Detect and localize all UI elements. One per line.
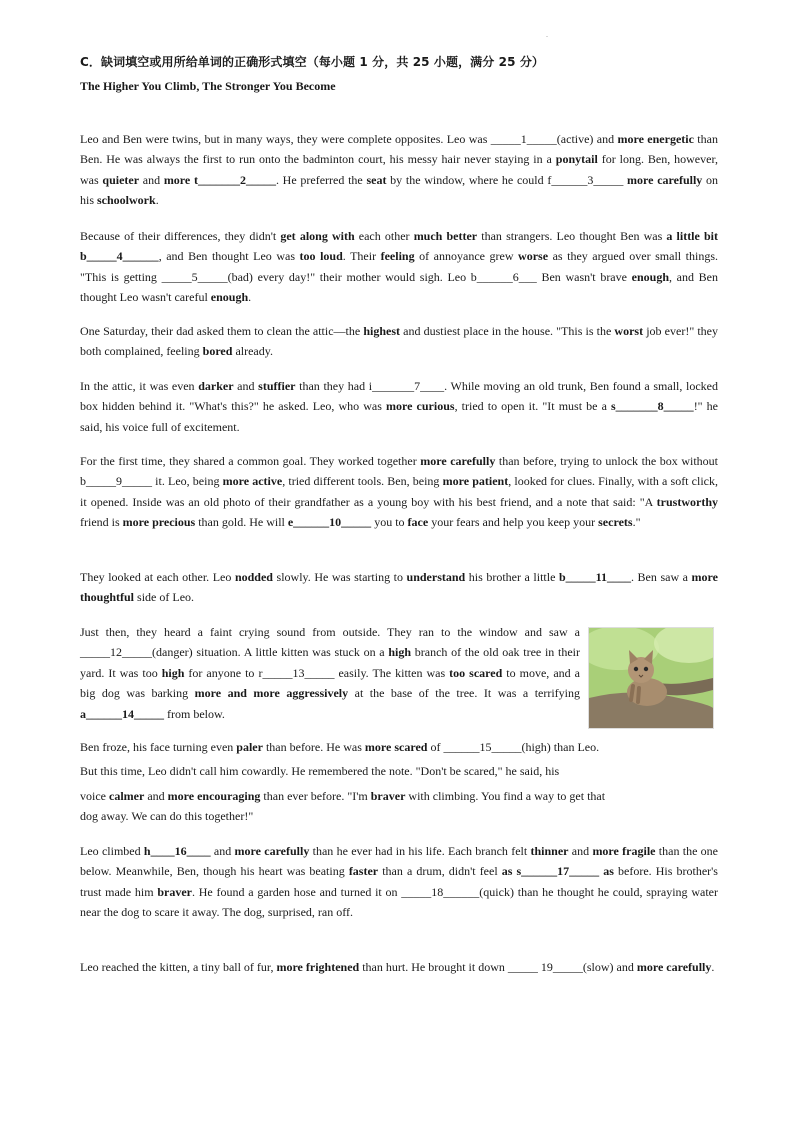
passage-title: The Higher You Climb, The Stronger You Become bbox=[80, 79, 336, 93]
bold-phrase: more and more aggressively bbox=[194, 686, 349, 701]
line-1 bbox=[80, 737, 730, 757]
text-run: , tried different tools. Ben, being bbox=[282, 474, 443, 489]
bold-phrase: nodded bbox=[234, 570, 273, 584]
text-run: on his bbox=[80, 172, 722, 208]
bold-phrase: b_____11____ bbox=[558, 570, 631, 584]
paragraph-6 bbox=[80, 567, 721, 608]
paragraph-1 bbox=[80, 129, 722, 211]
text-run: his brother a little bbox=[465, 570, 559, 584]
text-run: Because of their differences, they didn't bbox=[80, 229, 281, 243]
bold-phrase: calmer bbox=[109, 789, 145, 803]
line-4 bbox=[80, 806, 730, 826]
bold-phrase: more patient bbox=[442, 474, 509, 489]
bold-phrase: highest bbox=[363, 324, 401, 338]
text-run: voice bbox=[80, 789, 109, 803]
bold-phrase: braver bbox=[370, 789, 406, 803]
paragraph-9 bbox=[80, 957, 718, 977]
text-run: job ever!" they both complained, feeling bbox=[80, 324, 721, 359]
bold-phrase: e______10_____ bbox=[287, 515, 372, 530]
text-run: For the first time, they shared a common goal. They worked together bbox=[80, 454, 421, 468]
text-run: side of Leo. bbox=[134, 590, 195, 605]
text-run: and bbox=[210, 844, 235, 858]
bold-phrase: trustworthy bbox=[656, 494, 718, 509]
bold-phrase: more scared bbox=[364, 740, 428, 754]
bold-phrase: too loud bbox=[299, 249, 343, 264]
text-run: , and Ben thought Leo was bbox=[158, 249, 300, 264]
text-run: already. bbox=[232, 344, 273, 359]
text-run: Leo climbed bbox=[80, 844, 144, 858]
bold-phrase: more carefully bbox=[636, 960, 712, 974]
text-run: dog away. We can do this together!" bbox=[80, 809, 254, 823]
bold-phrase: enough bbox=[210, 290, 249, 305]
text-run: . Ben saw a bbox=[631, 570, 692, 584]
text-run: Leo and Ben were twins, but in many ways, they were complete opposites. Leo was _____1_____(active) and bbox=[80, 132, 618, 146]
text-run: of annoyance grew bbox=[414, 249, 519, 264]
text-run: you to bbox=[371, 515, 408, 530]
text-run: of ______15_____(high) than Leo. bbox=[427, 740, 600, 754]
text-run: from below. bbox=[164, 706, 225, 721]
text-run: and bbox=[139, 172, 164, 187]
text-run: Ben froze, his face turning even bbox=[80, 740, 237, 754]
bold-phrase: more encouraging bbox=[167, 789, 261, 803]
bold-phrase: more energetic bbox=[617, 132, 694, 146]
text-run: . Their bbox=[342, 249, 381, 264]
paragraph-7 bbox=[80, 622, 584, 724]
text-run: branch of the old oak tree in their yard. It was too bbox=[80, 645, 583, 680]
bold-phrase: worst bbox=[614, 324, 644, 338]
text-run: ." bbox=[632, 515, 641, 530]
bold-phrase: thinner bbox=[530, 844, 569, 858]
kitten-photo bbox=[588, 627, 714, 729]
bold-phrase: secrets bbox=[598, 515, 633, 530]
text-run: than before. He was bbox=[262, 740, 365, 754]
bold-phrase: schoolwork bbox=[97, 193, 156, 208]
kitten-illustration bbox=[589, 628, 713, 728]
bold-phrase: too scared bbox=[449, 665, 503, 680]
bold-phrase: more t_______2_____ bbox=[163, 172, 276, 187]
bold-phrase: faster bbox=[348, 864, 379, 879]
bold-phrase: ponytail bbox=[555, 152, 598, 167]
text-run: . bbox=[155, 193, 159, 208]
text-run: But this time, Leo didn't call him cowardly. He remembered the note. "Don't be scared," he said, his bbox=[80, 764, 560, 778]
bold-phrase: quieter bbox=[102, 172, 140, 187]
text-run: than before, trying to unlock the box without b_____9_____ it. Leo, being bbox=[80, 454, 721, 489]
text-run: for anyone to r_____13_____ easily. The kitten was bbox=[184, 665, 450, 680]
bold-phrase: bored bbox=[202, 344, 233, 359]
text-run: your fears and help you keep your bbox=[428, 515, 599, 530]
text-run: with climbing. You find a way to get that bbox=[405, 789, 606, 803]
bold-phrase: face bbox=[407, 515, 429, 530]
bold-phrase: more carefully bbox=[234, 844, 310, 858]
paragraph-4 bbox=[80, 376, 722, 437]
text-run: and bbox=[568, 844, 593, 858]
text-run: before. His brother's trust made him bbox=[80, 864, 721, 899]
line-3 bbox=[80, 786, 730, 806]
bold-phrase: understand bbox=[406, 570, 466, 584]
bold-phrase: more active bbox=[222, 474, 283, 489]
bold-phrase: seat bbox=[366, 172, 387, 187]
text-run: friend is bbox=[80, 494, 721, 530]
text-run: , tried to open it. "It must be a bbox=[454, 399, 612, 414]
text-run: each other bbox=[354, 229, 414, 243]
text-run: . bbox=[248, 290, 252, 305]
text-run: at the base of the tree. It was a terrifying bbox=[348, 686, 584, 701]
text-run: , and Ben thought Leo wasn't careful bbox=[80, 269, 722, 305]
paragraph-5 bbox=[80, 451, 722, 533]
line-2 bbox=[80, 761, 730, 781]
text-run: and bbox=[233, 379, 259, 393]
bold-phrase: h____16____ bbox=[143, 844, 211, 858]
bold-phrase: more precious bbox=[122, 515, 196, 530]
bold-phrase: more carefully bbox=[420, 454, 496, 468]
bold-phrase: worse bbox=[518, 249, 549, 264]
text-run: than a drum, didn't feel bbox=[378, 864, 502, 879]
corner-mark: . bbox=[546, 30, 548, 39]
text-run: and bbox=[144, 789, 168, 803]
text-run: . He found a garden hose and turned it on _____18______(quick) than he thought he could, spraying water near the dog to scare it away. The dog, surprised, ran off. bbox=[80, 884, 721, 920]
text-run: to move, and a big dog was barking bbox=[80, 665, 583, 701]
bold-phrase: darker bbox=[198, 379, 234, 393]
text-run: than gold. He will bbox=[195, 515, 288, 530]
bold-phrase: feeling bbox=[380, 249, 415, 264]
bold-phrase: high bbox=[388, 645, 412, 660]
text-run: . He preferred the bbox=[275, 172, 367, 187]
bold-phrase: much better bbox=[413, 229, 478, 243]
text-run: than the one below. Meanwhile, Ben, though his heart was beating bbox=[80, 844, 722, 879]
text-run: slowly. He was starting to bbox=[272, 570, 407, 584]
text-run: Leo reached the kitten, a tiny ball of fur, bbox=[80, 960, 277, 974]
bold-phrase: stuffier bbox=[258, 379, 296, 393]
bold-phrase: a little bit b_____4______ bbox=[80, 229, 721, 264]
text-run: , looked for clues. Finally, with a soft click, it opened. Inside was an old photo of their grandfather as a young boy with his best friend, and a note that said: "A bbox=[80, 474, 722, 509]
text-run: by the window, where he could f______3_____ bbox=[386, 172, 628, 187]
bold-phrase: more curious bbox=[386, 399, 455, 414]
paragraph-2 bbox=[80, 226, 722, 308]
bold-phrase: s_______8_____ bbox=[611, 399, 694, 414]
text-run: than strangers. Leo thought Ben was bbox=[477, 229, 667, 243]
text-run: !" he said, his voice full of excitement. bbox=[80, 399, 722, 434]
text-run: and dustiest place in the house. "This is the bbox=[400, 324, 615, 338]
text-run: than ever before. "I'm bbox=[260, 789, 371, 803]
bold-phrase: more thoughtful bbox=[80, 570, 721, 605]
paragraph-8 bbox=[80, 841, 722, 923]
bold-phrase: as s______17_____ as bbox=[501, 864, 614, 879]
text-run: than they had i_______7____. While moving an old trunk, Ben found a small, locked box hidden behind it. "What's this?" he asked. Leo, who was bbox=[80, 379, 721, 414]
bold-phrase: braver bbox=[157, 884, 192, 899]
text-run: Just then, they heard a faint crying sound from outside. They ran to the window and saw a _____12_____(danger) situation. A little kitten was stuck on a bbox=[80, 625, 583, 660]
paragraph-3 bbox=[80, 321, 721, 362]
section-heading: C．缺词填空或用所给单词的正确形式填空（每小题 1 分，共 25 小题，满分 25 分） bbox=[80, 55, 545, 69]
text-run: as they argued over small things. "This is getting _____5_____(bad) every day!" their mother would sigh. Leo b______6___ Ben wasn't brave bbox=[80, 249, 721, 284]
text-run: than he ever had in his life. Each branch felt bbox=[309, 844, 531, 858]
bold-phrase: a______14_____ bbox=[80, 706, 164, 721]
bold-phrase: more frightened bbox=[276, 960, 360, 974]
text-run: They looked at each other. Leo bbox=[80, 570, 235, 584]
bold-phrase: paler bbox=[236, 740, 263, 754]
text-run: . bbox=[711, 960, 715, 974]
text-run: than hurt. He brought it down _____ 19_____(slow) and bbox=[359, 960, 637, 974]
text-run: for long. Ben, however, was bbox=[80, 152, 721, 187]
text-run: than Ben. He was always the first to run onto the badminton court, his messy hair never staying in a bbox=[80, 132, 721, 167]
bold-phrase: more carefully bbox=[627, 172, 703, 187]
bold-phrase: more fragile bbox=[592, 844, 656, 858]
text-run: In the attic, it was even bbox=[80, 379, 199, 393]
bold-phrase: high bbox=[161, 665, 185, 680]
text-run: One Saturday, their dad asked them to clean the attic—the bbox=[80, 324, 364, 338]
bold-phrase: get along with bbox=[280, 229, 355, 243]
bold-phrase: enough bbox=[631, 269, 669, 284]
